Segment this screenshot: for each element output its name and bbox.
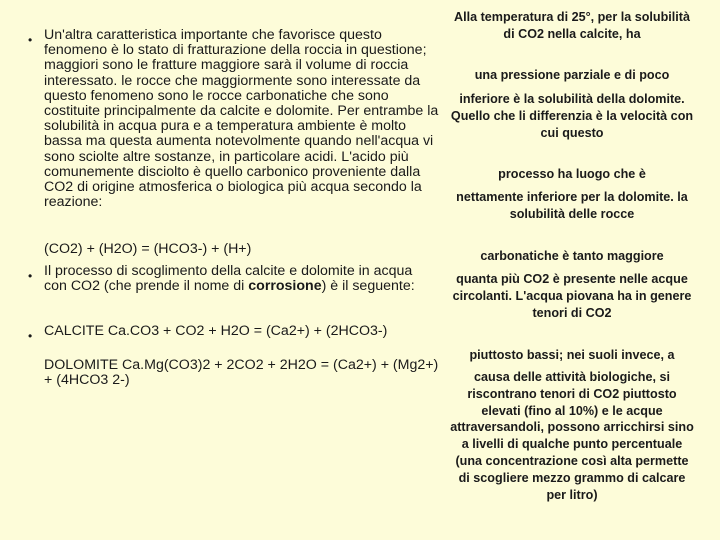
right-text-block-4: processo ha luogo che è	[498, 167, 646, 181]
dolomite-reaction-rest: + 2CO2 + 2H2O = (Ca2+) + (Mg2+) + (4HCO3 2-)	[44, 357, 439, 389]
calcite-reaction-rest: + CO2 + H2O = (Ca2+) + (2HCO3-)	[159, 323, 388, 339]
bullet-marker: •	[28, 269, 33, 283]
bullet-marker: •	[28, 33, 33, 47]
bullet-marker: •	[28, 329, 33, 343]
dolomite-reaction	[44, 358, 439, 388]
paragraph-corrosione	[44, 264, 439, 294]
right-text-block-3: inferiore è la solubilità della dolomite. Quello che li differenzia è la velocità con cui questo	[450, 92, 694, 140]
corrosione-text-after: ) è il seguente:	[321, 278, 415, 295]
corrosione-term: corrosione	[248, 278, 322, 295]
right-column	[450, 0, 694, 540]
right-text-block-7: quanta più CO2 è presente nelle acque circolanti. L'acqua piovana ha in genere tenori di CO2	[452, 272, 692, 320]
corrosione-text-before: Il processo di scoglimento della calcite e dolomite in acqua con CO2 (che prende il nome di	[44, 263, 413, 295]
calcite-label: CALCITE	[44, 323, 108, 339]
reaction-formula: (CO2) + (H2O) = (HCO3-) + (H+)	[44, 241, 252, 257]
paragraph-fratturazione: Un'altra caratteristica importante che favorisce questo fenomeno è lo stato di fratturazione della roccia in questione; maggiori sono le fratture maggiore sarà il volume di roccia interessato. le rocce che maggiormente sono interessate da questo fenomeno sono le rocce carbonatiche che sono costituite principalmente da calcite e dolomite. Per entrambe la solubilità in acqua pura e a temperatura ambiente è molto bassa ma questa aumenta notevolmente quando nell'acqua vi sono sciolte altre sostanze, in particolare acidi. L'acido più comunemente disciolto è quello carbonico proveniente dalla CO2 di origine atmosferica o biologica più acqua secondo la reazione:	[44, 27, 439, 211]
right-text-block-6: carbonatiche è tanto maggiore	[480, 249, 664, 263]
right-text-block-9: causa delle attività biologiche, si riscontrano tenori di CO2 piuttosto elevati (fino al 10%) e le acque attraversandoli, possono arricchirsi sino a livelli di qualche punto percentuale (una concentrazione così alta permette di scogliere mezzo grammo di calcare per litro)	[450, 370, 694, 502]
right-text-block-5: nettamente inferiore per la dolomite. la solubilità delle rocce	[456, 190, 688, 221]
right-text-block-2: una pressione parziale e di poco	[474, 68, 670, 82]
calcite-formula: Ca.CO3	[107, 323, 160, 339]
calcite-reaction	[44, 324, 439, 339]
dolomite-formula: Ca.Mg(CO3)2	[122, 357, 211, 373]
right-text-block-8: piuttosto bassi; nei suoli invece, a	[469, 348, 675, 362]
right-text-block-1: Alla temperatura di 25°, per la solubilità di CO2 nella calcite, ha	[454, 10, 690, 41]
dolomite-label: DOLOMITE	[44, 357, 123, 373]
